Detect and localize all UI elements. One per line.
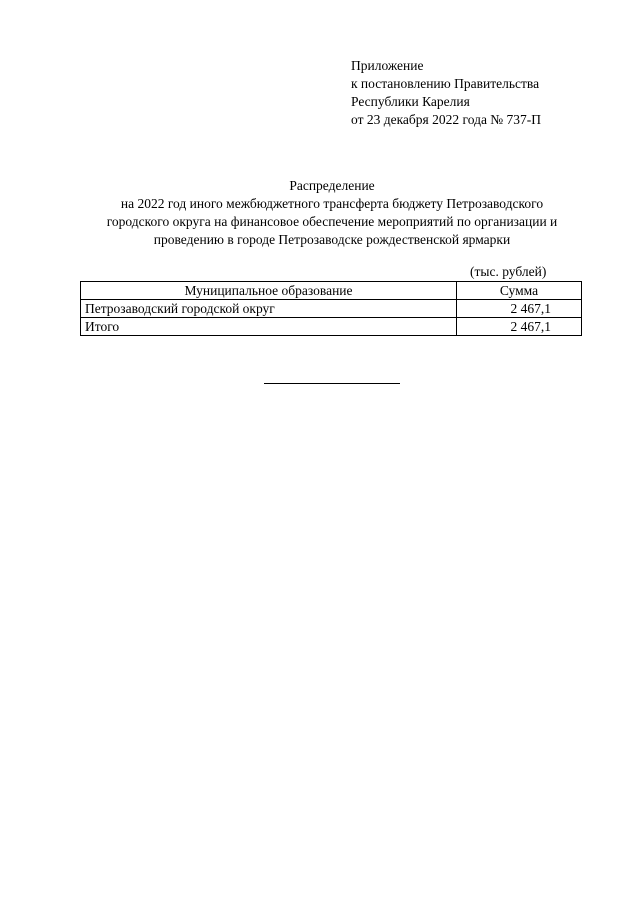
title-line: проведению в городе Петрозаводске рождественской ярмарки xyxy=(153,232,511,247)
title-line: городского округа на финансовое обеспечение мероприятий по организации и xyxy=(106,214,558,229)
appendix-line: от 23 декабря 2022 года № 737-П xyxy=(351,112,542,127)
column-header-municipality: Муниципальное образование xyxy=(81,282,457,300)
appendix-line: к постановлению Правительства xyxy=(351,76,540,91)
appendix-line: Приложение xyxy=(351,58,424,73)
units-label: (тыс. рублей) xyxy=(470,264,547,279)
appendix-line: Республики Карелия xyxy=(351,94,470,109)
total-sum-cell: 2 467,1 xyxy=(457,318,582,336)
table-row xyxy=(81,300,582,318)
total-label-cell: Итого xyxy=(81,318,457,336)
appendix-block xyxy=(351,57,611,129)
table-row-total xyxy=(81,318,582,336)
document-title xyxy=(70,177,594,249)
closing-divider-line xyxy=(264,383,400,384)
title-line: на 2022 год иного межбюджетного трансферта бюджету Петрозаводского xyxy=(120,196,544,211)
sum-cell: 2 467,1 xyxy=(457,300,582,318)
table-header-row xyxy=(81,282,582,300)
municipality-cell: Петрозаводский городской округ xyxy=(81,300,457,318)
title-line: Распределение xyxy=(289,178,375,193)
column-header-sum: Сумма xyxy=(457,282,582,300)
distribution-table xyxy=(80,281,582,336)
